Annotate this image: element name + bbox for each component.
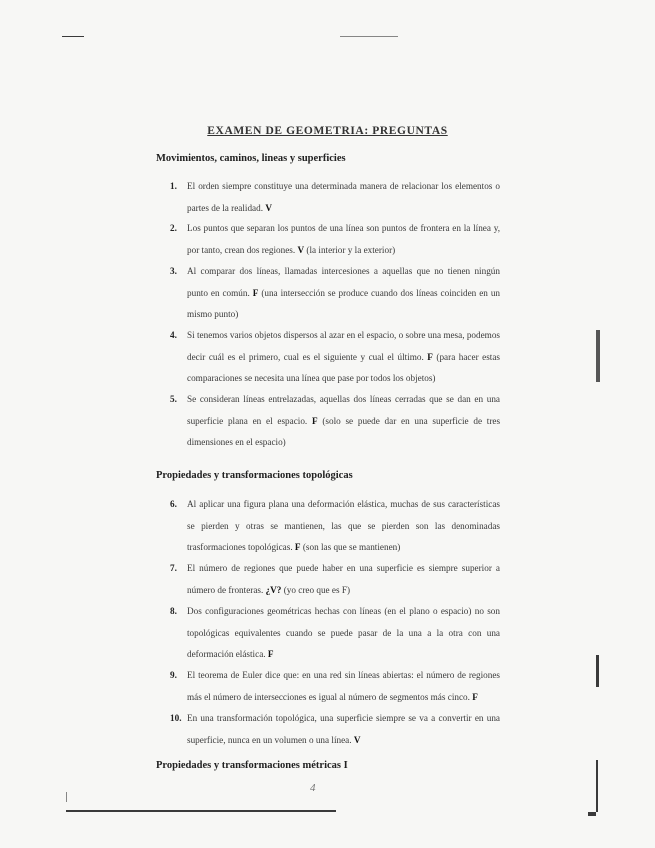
question-2 xyxy=(170,218,500,261)
answer-note: (una intersección se produce cuando dos líneas coinciden en un mismo punto) xyxy=(187,287,501,319)
answer: ¿V? xyxy=(265,584,282,595)
answer: V xyxy=(297,244,305,255)
question-number: 9. xyxy=(170,670,177,680)
question-number: 10. xyxy=(170,713,182,723)
question-text: Al aplicar una figura plana una deformación elástica, muchas de sus características se pierden y otras se mantienen, las que se pierden son las denominadas trasformaciones topológicas. F (son las que se mantienen) xyxy=(187,499,500,552)
question-7 xyxy=(170,558,500,601)
question-1 xyxy=(170,176,500,219)
question-text: Al comparar dos líneas, llamadas intercesiones a aquellas que no tienen ningún punto en común. F (una intersección se produce cuando dos líneas coinciden en un mismo punto) xyxy=(187,266,501,319)
question-number: 7. xyxy=(170,563,177,573)
question-number: 2. xyxy=(170,223,177,233)
answer: F xyxy=(252,287,259,298)
answer-note: (solo se puede dar en una superficie de tres dimensiones en el espacio) xyxy=(187,415,501,447)
question-8 xyxy=(170,601,500,666)
question-text: En una transformación topológica, una superficie siempre se va a convertir en una superficie, nunca en un volumen o una línea. V xyxy=(187,713,500,745)
question-text: Dos configuraciones geométricas hechas con líneas (en el plano o espacio) no son topológicas equivalentes cuando se puede pasar de la una a la otra con una deformación elástica. F xyxy=(187,606,500,659)
section-heading-metricas: Propiedades y transformaciones métricas I xyxy=(156,760,348,771)
scan-artifact-left xyxy=(66,792,67,802)
question-3 xyxy=(170,261,500,326)
scan-artifact-top-center xyxy=(340,36,398,37)
answer: V xyxy=(353,734,361,745)
scan-artifact-bottom-line xyxy=(66,810,336,812)
answer: F xyxy=(294,542,301,552)
question-text: El orden siempre constituye una determinada manera de relacionar los elementos o partes de la realidad. V xyxy=(187,181,500,213)
question-text: El teorema de Euler dice que: en una red sin líneas abiertas: el número de regiones más el número de intersecciones es igual al número de segmentos más cinco. F xyxy=(187,670,500,702)
answer: F xyxy=(267,649,274,659)
answer-note: (la interior y la exterior) xyxy=(306,244,396,255)
question-number: 8. xyxy=(170,606,177,616)
answer-note: (son las que se mantienen) xyxy=(302,542,401,552)
question-4 xyxy=(170,325,500,390)
page-number: 4 xyxy=(310,782,316,794)
answer: F xyxy=(472,691,478,702)
question-6 xyxy=(170,494,500,559)
section-heading-movimientos: Movimientos, caminos, lineas y superficies xyxy=(156,153,346,164)
scan-artifact-bottom-right xyxy=(588,812,596,816)
scan-artifact-top-left xyxy=(62,36,84,37)
question-text: Los puntos que separan los puntos de una línea son puntos de frontera en la línea y, por tanto, crean dos regiones. V (la interior y la exterior) xyxy=(187,223,500,255)
question-text: El número de regiones que puede haber en una superficie es siempre superior a número de fronteras. ¿V? (yo creo que es F) xyxy=(187,563,500,595)
question-text: Se consideran líneas entrelazadas, aquellas dos líneas cerradas que se dan en una superficie plana en el espacio. F (solo se puede dar en una superficie de tres dimensiones en el espacio) xyxy=(187,394,501,447)
question-10 xyxy=(170,708,500,751)
section-heading-topologicas: Propiedades y transformaciones topológicas xyxy=(156,470,353,481)
question-number: 6. xyxy=(170,499,177,509)
answer: F xyxy=(311,415,318,426)
exam-title: EXAMEN DE GEOMETRIA: PREGUNTAS xyxy=(207,125,448,137)
answer: F xyxy=(427,351,433,362)
question-number: 3. xyxy=(170,266,177,276)
answer-note: (yo creo que es F) xyxy=(283,584,351,595)
scan-artifact-right-3 xyxy=(596,760,598,812)
question-number: 1. xyxy=(170,181,177,191)
answer: V xyxy=(265,202,272,213)
question-text: Si tenemos varios objetos dispersos al azar en el espacio, o sobre una mesa, podemos decir cuál es el primero, cual es el siguiente y cual el último. F (para hacer estas comparaciones se necesita una línea que pase por todos los objetos) xyxy=(187,330,501,383)
question-number: 5. xyxy=(170,394,177,404)
scan-artifact-right-2 xyxy=(596,655,599,687)
scan-artifact-right-1 xyxy=(596,330,600,382)
question-9 xyxy=(170,665,500,708)
question-number: 4. xyxy=(170,330,177,340)
answer-note: (para hacer estas comparaciones se necesita una línea que pase por todos los objetos) xyxy=(187,351,501,383)
question-5 xyxy=(170,389,500,454)
